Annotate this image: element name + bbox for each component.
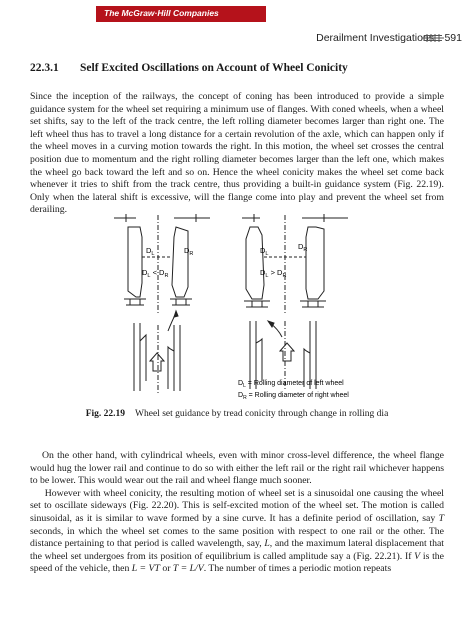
right-relation: $D_L > D_R$: [260, 268, 287, 279]
figure-number: Fig. 22.19: [85, 409, 126, 419]
figure-caption: [0, 409, 474, 419]
page-number: 591: [444, 32, 462, 44]
right-wheelset-diagram: [242, 214, 348, 313]
left-plan-view: [134, 311, 180, 393]
section-number: 22.3.1: [30, 62, 59, 74]
section-heading: [30, 62, 348, 74]
publisher-name: The McGraw·Hill Companies: [104, 8, 219, 18]
paragraph-1: Since the inception of the railways, the concept of coning has been introduced to provide a simple guidance system for the wheel set requiring a minimum use of flanges. With coned wheels, when a wheel set shifts, say to the left of the track centre, the left rolling diameter becomes larger than right one. The left wheel thus has to travel a long distance for a certain revolution of the axle, which can happen only if the wheel moves in a curving motion towards the right. In this motion, the wheel set crosses the central position due to momentum and the right rolling diameter becomes larger than the left one, which makes the wheel go back toward the left and so on. Hence the wheel conicity makes the wheel set come back whenever it tries to shift from the track centre, thus providing a built-in guidance system (Fig. 22.19). Only when the lateral shift is excessive, will the flange come into play and prevent the wheel set from derailing.: [30, 91, 444, 216]
running-title: Derailment Investigations: [316, 32, 434, 44]
rail-icon: [422, 33, 444, 43]
right-dl-label: $D_L$: [260, 246, 269, 257]
legend-dr: $D_R$ = Rolling diameter of right wheel: [238, 392, 349, 400]
left-dr-label: $D_R$: [184, 246, 194, 257]
left-dl-label: $D_L$: [146, 246, 155, 257]
left-relation: $D_L < D_R$: [142, 268, 169, 279]
legend-dl: $D_L$ = Rolling diameter of left wheel: [238, 380, 344, 389]
right-dr-label: $D_R$: [298, 242, 308, 253]
paragraph-2: On the other hand, with cylindrical wheels, even with minor cross-level difference, the wheel flange would hug the lower rail and continue to do so with either the left rail or the right rail whichever happens to be lower. This would wear out the rail and wheel flange much sooner. However with wheel conicity, the resulting motion of wheel set is a sinusoidal one causing the wheel set to oscillate sideways (Fig. 22.20). This is self-excited motion of the wheel set. The motion is called sinusoidal, as it is similar to wave formed by a sine curve. It has a definite period of oscillation, say T seconds, in which the wheel set comes to the same position with respect to one rail or the other. The distance pertaining to that period is called wavelength, say, L, and the maximum lateral displacement that the wheel set undergoes from its position of equilibrium is called amplitude say a (Fig. 22.21). If V is the speed of the vehicle, then L = VT or T = L/V. The number of times a periodic motion repeats: [30, 450, 444, 575]
figure-caption-text: Wheel set guidance by tread conicity through change in rolling dia: [135, 409, 389, 419]
publisher-banner: [96, 6, 266, 22]
figure-22-19: [110, 213, 375, 400]
section-title: Self Excited Oscillations on Account of Wheel Conicity: [80, 62, 348, 74]
left-wheelset-diagram: [114, 214, 210, 313]
